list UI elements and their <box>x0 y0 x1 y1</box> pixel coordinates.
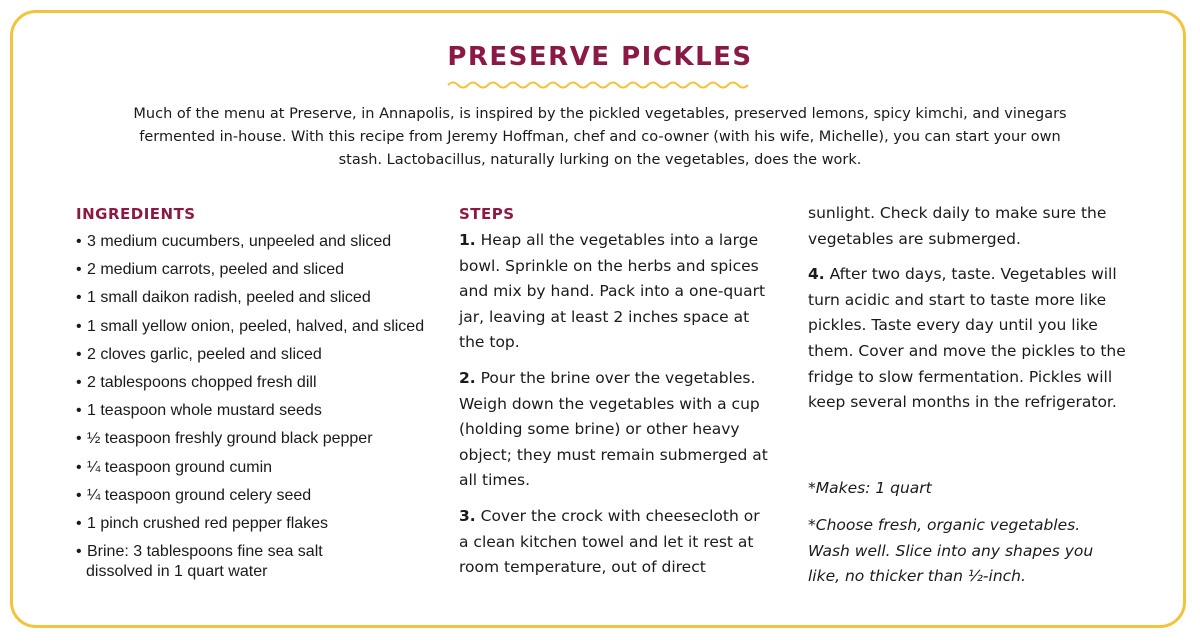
step-3-continued: sunlight. Check daily to make sure the vegetables are submerged. <box>808 204 1107 248</box>
makes-note: *Makes: 1 quart <box>808 479 932 497</box>
list-item: • 2 cloves garlic, peeled and sliced <box>76 343 446 371</box>
steps-column-continued <box>808 201 1128 426</box>
bullet: • <box>76 261 82 279</box>
intro-paragraph: Much of the menu at Preserve, in Annapolis, is inspired by the pickled vegetables, preserved lemons, spicy kimchi, and vinegars fermented in-house. With this recipe from Jeremy Hoffman, chef and co-owner (with his wife, Michelle), you can start your own stash. Lactobacillus, naturally lurking on the vegetables, does the work. <box>133 106 1067 168</box>
list-item: • ½ teaspoon freshly ground black pepper <box>76 427 446 455</box>
bullet: • <box>76 317 82 335</box>
bullet: • <box>76 543 82 561</box>
steps-heading: STEPS <box>459 205 515 223</box>
list-item: • 2 medium carrots, peeled and sliced <box>76 258 446 286</box>
list-item: • 1 small daikon radish, peeled and sliced <box>76 286 446 314</box>
list-item: • ¼ teaspoon ground celery seed <box>76 484 446 512</box>
list-item: • 1 pinch crushed red pepper flakes <box>76 512 446 540</box>
list-item: • 2 tablespoons chopped fresh dill <box>76 371 446 399</box>
tip-note: *Choose fresh, organic vegetables. Wash well. Slice into any shapes you like, no thicker than ½-inch. <box>808 516 1094 586</box>
step-3: 3. Cover the crock with cheesecloth or a clean kitchen towel and let it rest at room temperature, out of direct <box>459 506 760 577</box>
step-1: 1. Heap all the vegetables into a large bowl. Sprinkle on the herbs and spices and mix by hand. Pack into a one-quart jar, leaving at least 2 inches space at the top. <box>459 231 766 352</box>
bullet: • <box>76 486 82 504</box>
step-2: 2. Pour the brine over the vegetables. Weigh down the vegetables with a cup (holding some brine) or other heavy object; they must remain submerged at all times. <box>459 368 768 490</box>
recipe-title: PRESERVE PICKLES <box>447 42 753 72</box>
step-4: 4. After two days, taste. Vegetables will turn acidic and start to taste more like pickles. Taste every day until you like them. Cover and move the pickles to the fridge to slow fermentation. Pickles will keep several months in the refrigerator. <box>808 265 1126 412</box>
ingredients-heading: INGREDIENTS <box>76 205 196 223</box>
bullet: • <box>76 289 82 307</box>
bullet: • <box>76 430 82 448</box>
bullet: • <box>76 373 82 391</box>
bullet: • <box>76 514 82 532</box>
steps-column <box>459 228 771 591</box>
list-item-brine: • Brine: 3 tablespoons fine sea salt dissolved in 1 quart water <box>76 543 323 581</box>
bullet: • <box>76 345 82 363</box>
list-item: • ¼ teaspoon ground cumin <box>76 456 446 484</box>
list-item: • 1 small yellow onion, peeled, halved, and sliced <box>76 315 446 343</box>
list-item: • 1 teaspoon whole mustard seeds <box>76 399 446 427</box>
list-item: • 3 medium cucumbers, unpeeled and sliced <box>76 230 446 258</box>
bullet: • <box>76 402 82 420</box>
decorative-squiggle <box>446 79 754 91</box>
bullet: • <box>76 233 82 250</box>
bullet: • <box>76 458 82 476</box>
ingredients-list <box>76 230 446 582</box>
